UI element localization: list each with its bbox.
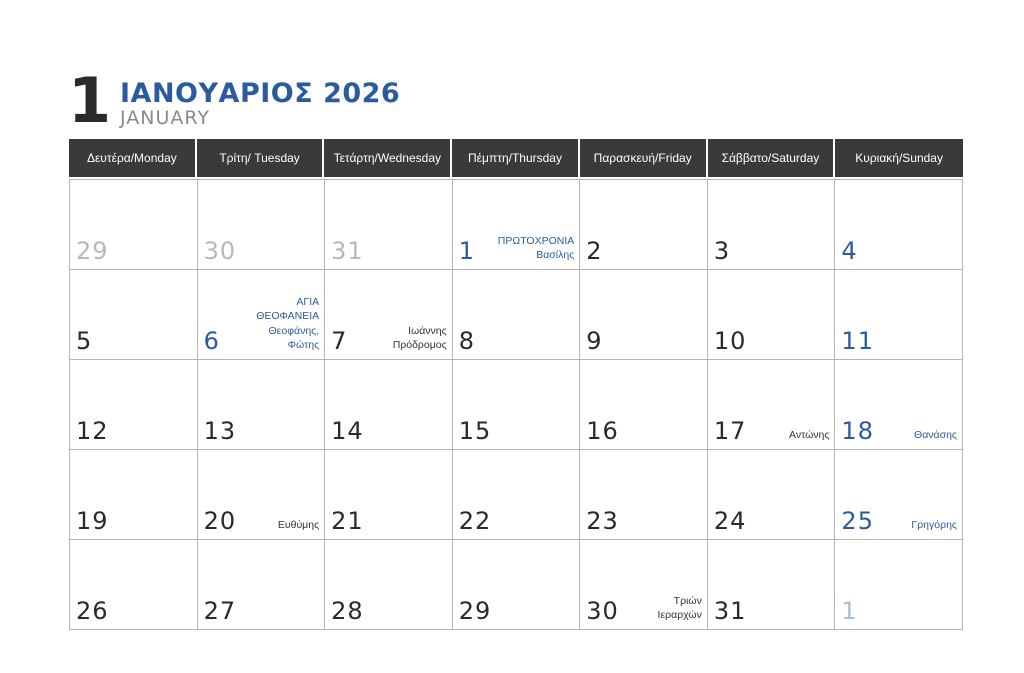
day-number: 16 xyxy=(586,417,619,445)
day-number: 3 xyxy=(713,237,731,265)
day-number: 18 xyxy=(841,417,874,445)
day-cell xyxy=(453,180,581,270)
day-cell xyxy=(198,540,326,630)
day-cell xyxy=(70,540,198,630)
day-number: 5 xyxy=(76,327,93,355)
day-number: 23 xyxy=(586,507,619,535)
day-number: 21 xyxy=(331,507,364,535)
month-subtitle: JANUARY xyxy=(120,107,210,129)
day-cell xyxy=(580,360,708,450)
day-number: 14 xyxy=(331,417,364,445)
day-number: 15 xyxy=(458,417,492,445)
weekday-header-row xyxy=(69,139,963,177)
weekday-header-monday: Δευτέρα/Monday xyxy=(69,139,197,177)
day-number: 2 xyxy=(586,237,603,265)
day-cell xyxy=(198,180,326,270)
day-note xyxy=(914,428,957,442)
weekday-header-tuesday: Τρίτη/ Tuesday xyxy=(197,139,325,177)
day-number: 9 xyxy=(586,327,603,355)
weekday-header-wednesday: Τετάρτη/Wednesday xyxy=(324,139,452,177)
day-number: 29 xyxy=(458,597,492,625)
day-cell xyxy=(325,180,453,270)
day-cell xyxy=(580,180,708,270)
day-cell xyxy=(708,540,836,630)
nameday-label: Τριών Ιεραρχών xyxy=(657,594,702,621)
nameday-label: Βασίλης xyxy=(536,248,575,261)
day-cell xyxy=(580,450,708,540)
nameday-label: Θεοφάνης, Φώτης xyxy=(268,324,320,351)
day-cell xyxy=(70,180,198,270)
day-cell xyxy=(453,540,581,630)
nameday-label: Θανάσης xyxy=(914,428,957,441)
day-number: 13 xyxy=(203,417,237,445)
day-number: 1 xyxy=(458,237,475,265)
day-number: 19 xyxy=(76,507,109,535)
day-number: 26 xyxy=(76,597,109,625)
day-note xyxy=(256,295,319,352)
day-number: 4 xyxy=(841,237,858,265)
day-cell xyxy=(325,540,453,630)
nameday-label: Ιωάννης Πρόδρομος xyxy=(392,324,447,351)
day-note xyxy=(911,518,957,532)
day-cell xyxy=(70,270,198,360)
day-number: 6 xyxy=(203,327,220,355)
day-number: 25 xyxy=(841,507,874,535)
nameday-label: Ευθύμης xyxy=(277,518,320,531)
weekday-header-sunday: Κυριακή/Sunday xyxy=(835,139,963,177)
day-cell xyxy=(835,180,963,270)
day-number: 28 xyxy=(331,597,364,625)
weekday-header-friday: Παρασκευή/Friday xyxy=(580,139,708,177)
day-number: 7 xyxy=(331,327,348,355)
day-cell xyxy=(325,270,453,360)
day-cell xyxy=(198,450,326,540)
day-number: 29 xyxy=(76,237,109,265)
day-cell xyxy=(453,360,581,450)
day-number: 8 xyxy=(458,327,475,355)
day-number: 27 xyxy=(203,597,237,625)
day-cell xyxy=(198,360,326,450)
day-note xyxy=(498,234,575,262)
weekday-header-thursday: Πέμπτη/Thursday xyxy=(452,139,580,177)
nameday-label: Αντώνης xyxy=(789,428,830,441)
day-number: 30 xyxy=(203,237,237,265)
calendar-grid xyxy=(69,179,963,630)
day-number: 24 xyxy=(713,507,747,535)
day-cell xyxy=(708,360,836,450)
day-cell xyxy=(453,270,581,360)
day-cell xyxy=(708,180,836,270)
day-cell xyxy=(835,270,963,360)
day-cell xyxy=(580,270,708,360)
day-number: 20 xyxy=(203,507,237,535)
day-number: 17 xyxy=(713,417,747,445)
holiday-label: ΑΓΙΑ ΘΕΟΦΑΝΕΙΑ xyxy=(256,296,320,323)
day-number: 31 xyxy=(713,597,747,625)
day-number: 22 xyxy=(458,507,492,535)
day-number: 11 xyxy=(841,327,874,355)
day-number: 10 xyxy=(713,327,747,355)
day-cell xyxy=(835,540,963,630)
day-cell xyxy=(580,540,708,630)
holiday-label: ΠΡΩΤΟΧΡΟΝΙΑ xyxy=(497,234,575,247)
day-note xyxy=(789,428,829,442)
weekday-header-saturday: Σάββατο/Saturday xyxy=(708,139,836,177)
day-cell xyxy=(835,360,963,450)
day-cell xyxy=(325,360,453,450)
day-cell xyxy=(325,450,453,540)
day-cell xyxy=(453,450,581,540)
day-number: 1 xyxy=(841,597,858,625)
day-cell xyxy=(198,270,326,360)
day-number: 31 xyxy=(331,237,364,265)
day-cell xyxy=(70,450,198,540)
nameday-label: Γρηγόρης xyxy=(911,518,957,531)
day-number: 30 xyxy=(586,597,619,625)
day-cell xyxy=(835,450,963,540)
day-note xyxy=(393,324,447,352)
month-title: ΙΑΝΟΥΑΡΙΟΣ 2026 xyxy=(120,78,401,109)
day-cell xyxy=(70,360,198,450)
day-cell xyxy=(708,270,836,360)
day-number: 12 xyxy=(76,417,109,445)
day-note xyxy=(658,594,702,622)
day-cell xyxy=(708,450,836,540)
month-number: 1 xyxy=(68,64,112,137)
day-note xyxy=(278,518,319,532)
